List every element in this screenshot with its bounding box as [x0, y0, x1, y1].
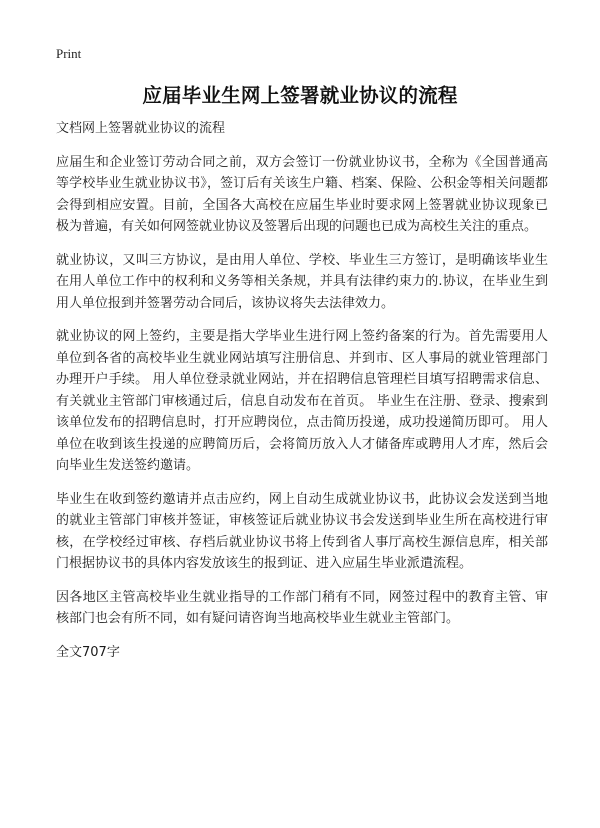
paragraph: 就业协议，又叫三方协议，是由用人单位、学校、毕业生三方签订，是明确该毕业生在用人单位工作中的权利和义务等相关条规，并具有法律约束力的.协议，在毕业生到用人单位报到并签署劳动合同后，该协议将失去法律效力。 [56, 252, 548, 311]
word-count: 全文707字 [56, 644, 120, 660]
paragraph: 就业协议的网上签约，主要是指大学毕业生进行网上签约备案的行为。首先需要用人单位到各省的高校毕业生就业网站填写注册信息、并到市、区人事局的就业管理部门办理开户手续。 用人单位登录就业网站，并在招聘信息管理栏目填写招聘需求信息、有关就业主管部门审核通过后，信息自动发布在首页。 毕业生在注册、登录、搜索到该单位发布的招聘信息时，打开应聘岗位，点击简历投递，成功投递简历即可。 用人单位在收到该生投递的应聘简历后，会将简历放入人才储备库或聘用人才库，然后会向毕业生发送签约邀请。 [56, 329, 548, 473]
paragraph: 应届生和企业签订劳动合同之前，双方会签订一份就业协议书，全称为《全国普通高等学校毕业生就业协议书》，签订后有关该生户籍、档案、保险、公积金等相关问题都会得到相应安置。目前，全国各大高校在应届生毕业时要求网上签署就业协议现象已极为普遍，有关如何网签就业协议及签署后出现的问题也已成为高校生关注的重点。 [56, 154, 548, 234]
document-subtitle: 文档网上签署就业协议的流程 [56, 121, 226, 136]
document-body [56, 118, 548, 675]
paragraph: 毕业生在收到签约邀请并点击应约，网上自动生成就业协议书，此协议会发送到当地的就业主管部门审核并签证，审核签证后就业协议书会发送到毕业生所在高校进行审核，在学校经过审核、存档后就业协议书将上传到省人事厅高校生源信息库，相关部门根据协议书的具体内容发放该生的报到证、进入应届生毕业派遣流程。 [56, 491, 548, 571]
paragraph: 因各地区主管高校毕业生就业指导的工作部门稍有不同，网签过程中的教育主管、审核部门也会有所不同，如有疑问请咨询当地高校毕业生就业主管部门。 [56, 589, 548, 626]
print-link[interactable]: Print [56, 46, 82, 61]
document-title: 应届毕业生网上签署就业协议的流程 [142, 84, 458, 107]
